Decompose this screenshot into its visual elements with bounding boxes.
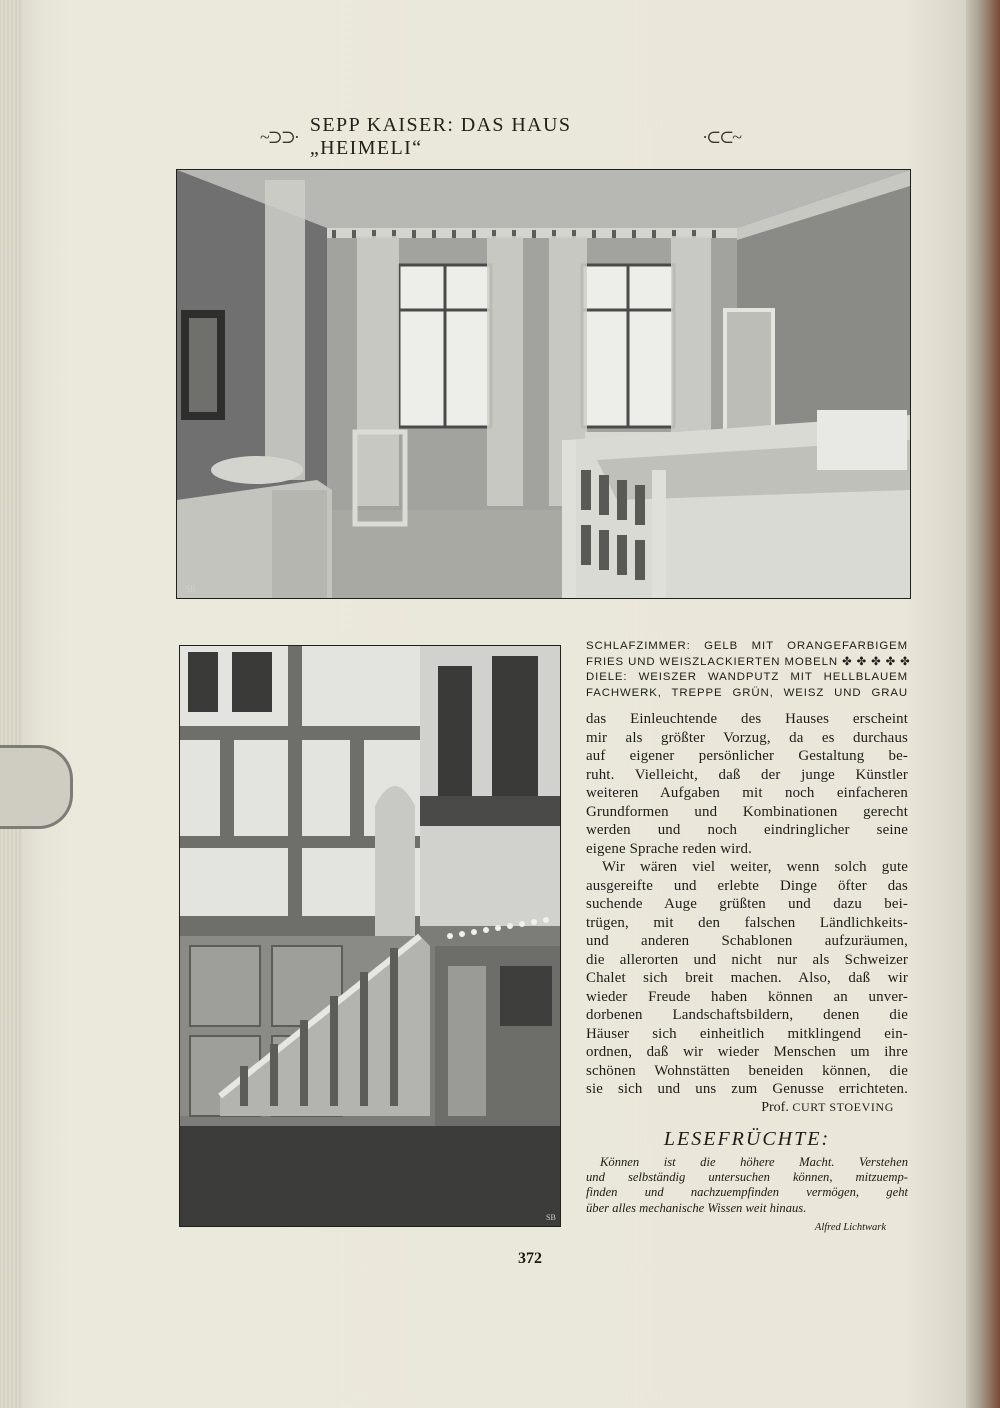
bookmark-clip [0,745,73,829]
text-line: trügen, mit den falschen Ländlichkeits- [586,914,908,931]
author-name: CURT STOEVING [792,1100,894,1114]
top-photo-monogram: SB [185,584,197,594]
left-ornament: ~⊃⊃· [260,126,298,147]
photo-caption [586,639,911,701]
article-text [586,710,908,1099]
caption-line: DIELE: WEISZER WANDPUTZ MIT HELLBLAUEM [586,671,908,684]
text-line: werden und noch eindringlicher seine [586,822,908,838]
caption-line: FACHWERK, TREPPE GRÜN, WEISZ UND GRAU [586,686,908,699]
article-author [586,1100,894,1116]
header-title: SEPP KAISER: DAS HAUS „HEIMELI“ [309,114,572,159]
book-cover-edge [966,0,1000,1408]
text-line: das Einleuchtende des Hauses erscheint [586,711,908,727]
bottom-photo-monogram: SB [546,1213,556,1222]
quote-line: finden und nachzuempfinden vermögen, geht [586,1185,908,1200]
text-line: Häuser sich einheitlich mitklingend ein- [586,1025,908,1042]
page-number: 372 [518,1250,542,1267]
text-line: ausgereifte und erlebte Dinge öfter das [586,877,908,894]
text-line: mir als größter Vorzug, da es durchaus [586,729,908,746]
text-line: auf eigener persönlicher Gestaltung be- [586,748,908,764]
text-line: und anderen Schablonen aufzuräumen, [586,933,908,949]
quote-line: und selbständig untersuchen können, mitzuemp- [586,1170,908,1185]
lesefruechte-heading: LESEFRÜCHTE: [663,1128,831,1150]
running-header [260,114,740,159]
text-line: suchende Auge grüßten und dazu bei- [586,896,908,912]
text-line: dorbenen Landschaftsbildern, denen die [586,1007,908,1023]
quote-line: über alles mechanische Wissen weit hinaus. [586,1200,807,1215]
author-prefix: Prof. [761,1100,789,1115]
text-line: ordnen, daß wir wieder Menschen um ihre [586,1044,908,1060]
text-line: wieder Freude haben können an unver- [586,988,908,1005]
quote-line: Können ist die höhere Macht. Verstehen [600,1155,908,1169]
quote-author: Alfred Lichtwark [814,1222,886,1233]
text-line: eigene Sprache reden wird. [586,840,752,857]
right-ornament: ·⊂⊂~ [702,126,740,147]
page-stack-edge [0,0,22,1408]
text-line: Wir wären viel weiter, wenn solch gute [602,859,908,875]
caption-line: FRIES UND WEISZLACKIERTEN MOBELN ✤ ✤ ✤ ✤ ✤ [586,655,911,668]
text-line: schönen Wohnstätten beneiden können, die [586,1062,908,1079]
lesefruechte-quote [586,1155,908,1216]
text-line: ruht. Vielleicht, daß der junge Künstler [586,766,908,783]
text-line: sie sich und uns zum Genusse errichteten. [586,1081,908,1097]
text-line: weiteren Aufgaben mit noch einfacheren [586,785,908,801]
bedroom-photo [176,169,911,599]
text-line: Chalet sich breit machen. Also, daß wir [586,970,908,986]
hall-staircase-photo [179,645,561,1227]
caption-line: SCHLAFZIMMER: GELB MIT ORANGEFARBIGEM [586,640,908,652]
text-line: Grundformen und Kombinationen gerecht [586,803,908,820]
text-line: die allerorten und nicht nur als Schweizer [586,951,908,968]
